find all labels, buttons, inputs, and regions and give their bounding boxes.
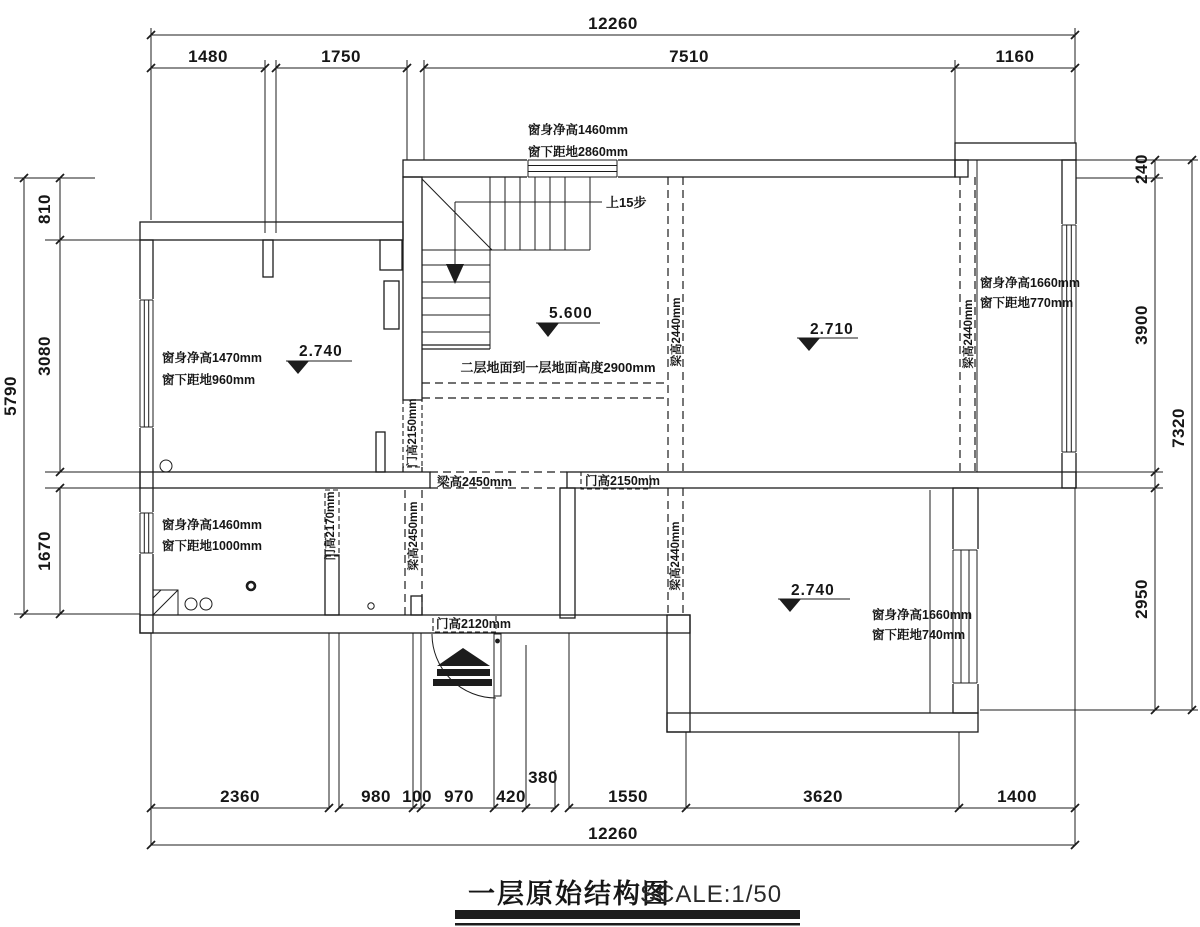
dim-bottom-2: 980 (361, 787, 391, 806)
dim-right-2: 3900 (1132, 305, 1151, 345)
window-left-upper (139, 299, 154, 428)
level-markers (286, 305, 858, 612)
window-right-bay-note-1: 窗身净高1660mm (980, 276, 1081, 290)
entry-steps-icon (433, 648, 492, 686)
window-right-bay (1061, 224, 1077, 453)
dim-bottom-7: 1550 (608, 787, 648, 806)
pipe-circle (160, 460, 172, 472)
window-left-upper-note-1: 窗身净高1470mm (162, 351, 263, 365)
stairs-down-arrow-icon (446, 264, 464, 284)
dim-top-total: 12260 (588, 14, 638, 33)
level-stair-value: 5.600 (549, 305, 593, 322)
small-drain (368, 603, 374, 609)
beam-hall-v-label: 梁高2450mm (408, 501, 420, 571)
window-bottom-right-note-1: 窗身净高1660mm (872, 608, 973, 622)
title-block (455, 878, 800, 926)
drawing-scale: SCALE:1/50 (640, 881, 783, 908)
window-bathroom-note-2: 窗下距地1000mm (162, 539, 263, 553)
level-bottom-room-value: 2.740 (791, 582, 835, 599)
dim-left-3: 1670 (35, 531, 54, 571)
dim-right-total: 7320 (1169, 408, 1188, 448)
floor-drain (247, 582, 255, 590)
annotations (162, 122, 1080, 642)
level-marker-bottom-room (778, 582, 850, 612)
window-bottom-right-note-2: 窗下距地740mm (872, 628, 966, 642)
drawing-title: 一层原始结构图 (468, 879, 671, 909)
door-openings (325, 400, 650, 632)
dim-bottom-9: 1400 (997, 787, 1037, 806)
drain-circle (200, 598, 212, 610)
beam-mid-upper-label: 梁高2440mm (671, 297, 683, 367)
door-bathroom-label: 门高2170mm (325, 491, 337, 561)
dim-top-3: 7510 (669, 47, 709, 66)
window-right-bay-note-2: 窗下距地770mm (980, 296, 1074, 310)
dim-right-3: 2950 (1132, 579, 1151, 619)
dim-bottom-5: 420 (496, 787, 526, 806)
level-marker-left-room (286, 343, 352, 374)
title-underline-thick (455, 910, 800, 919)
window-bathroom (139, 512, 154, 554)
beam-hall-h-label: 梁高2450mm (437, 475, 513, 489)
dim-left-total: 5790 (1, 376, 20, 416)
dim-left-1: 810 (35, 194, 54, 224)
level-marker-stair (536, 305, 600, 337)
window-top-note-2: 窗下距地2860mm (528, 145, 629, 159)
level-left-room-value: 2.740 (299, 343, 343, 360)
window-top (527, 159, 618, 178)
beam-right-label: 梁高2440mm (963, 299, 975, 369)
floor-height-note: 二层地面到一层地面高度2900mm (460, 360, 656, 375)
window-bathroom-note-1: 窗身净高1460mm (162, 518, 263, 532)
dim-top-1: 1480 (188, 47, 228, 66)
dim-bottom-1: 2360 (220, 787, 260, 806)
door-middle-label: 门高2150mm (585, 474, 661, 488)
door-left-room-label: 门高2150mm (407, 398, 419, 468)
window-top-note-1: 窗身净高1460mm (528, 123, 629, 137)
stairs-note: 上15步 (606, 195, 647, 210)
level-marker-right-room (797, 321, 858, 351)
level-right-room-value: 2.710 (810, 321, 854, 338)
title-underline-thin (455, 923, 800, 926)
dim-bottom-8: 3620 (803, 787, 843, 806)
dim-left-2: 3080 (35, 336, 54, 376)
windows (139, 159, 1077, 684)
window-left-upper-note-2: 窗下距地960mm (162, 373, 256, 387)
beam-mid-lower-label: 梁高2440mm (670, 521, 682, 591)
dim-bottom-3: 100 (402, 787, 432, 806)
dim-top-2: 1750 (321, 47, 361, 66)
walls (140, 143, 1076, 732)
door-entry-label: 门高2120mm (436, 617, 512, 631)
dim-bottom-6: 380 (528, 768, 558, 787)
dim-bottom-4: 970 (444, 787, 474, 806)
dimension-labels (1, 14, 1188, 843)
drain-circle (185, 598, 197, 610)
dim-bottom-total: 12260 (588, 824, 638, 843)
dim-right-1: 240 (1132, 154, 1151, 184)
dim-top-4: 1160 (995, 47, 1035, 66)
